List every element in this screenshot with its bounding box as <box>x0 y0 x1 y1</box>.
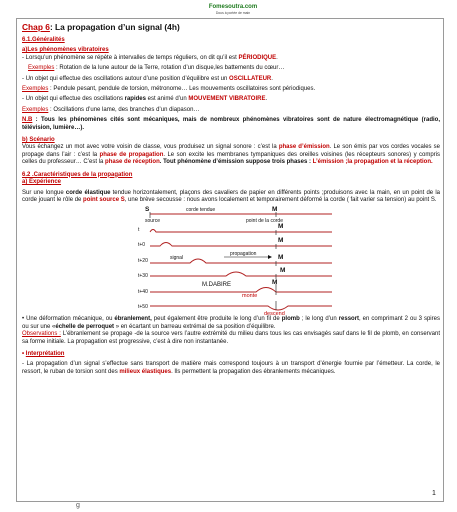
label-m-5: M <box>272 279 278 287</box>
label-m-1: M <box>278 223 284 231</box>
examples-2: Exemples : Pendule pesant, pendule de torsion, métronome… Les mouvements oscillatoires sont périodiques. <box>22 86 316 93</box>
label-corde-tendue: corde tendue <box>186 207 216 214</box>
label-s: S <box>145 206 150 214</box>
time-t4: t+40 <box>138 289 148 296</box>
observations-label: Observations : <box>22 331 61 338</box>
rope-4 <box>150 272 332 276</box>
label-monte: monte <box>242 293 258 300</box>
para-experience: Sur une longue corde élastique tendue horizontalement, plaçons des cavaliers de papier en différents points ;produisons avec la main, en un point de la corde jouant le rôle de point source S, une brève secousse : nous avons localement et temporairement déformé la corde ( fait varier sa tension) au point S. <box>22 189 440 203</box>
label-signal: signal <box>170 255 184 262</box>
time-t1: t+0 <box>138 242 146 249</box>
examples-1: Exemples : Rotation de la lune autour de la Terre, rotation d’un disque,les battements du cœur… <box>28 65 285 72</box>
para-periodic: - Lorsqu’un phénomène se répète à intervalles de temps réguliers, on dit qu’il est PÉRIODIQUE. <box>22 54 278 61</box>
rope-6 <box>150 306 332 310</box>
label-author: M.DABIRE <box>202 282 232 289</box>
label-m-top: M <box>272 206 278 214</box>
rope-5 <box>150 288 332 293</box>
subheading-scenario: b) Scénario <box>22 137 55 144</box>
chapter-title-text: : La propagation d’un signal (4h) <box>49 22 180 32</box>
propagation-diagram <box>22 204 440 316</box>
label-descend: descend <box>264 311 285 318</box>
nb-label: N.B <box>22 117 33 124</box>
section-heading-6-2: 6.2 .Caractéristiques de la propagation <box>22 171 133 178</box>
chapter-number: Chap 6 <box>22 22 50 32</box>
label-source: source <box>145 218 161 225</box>
para-observations: Observations : L’ébranlement se propage -de la source vers l’autre extrémité du milieu dans tous les cas envisagés sauf dans le fil de plomb, en conservant sa forme initiale. La propagation est progressive, c’est à dire non instantanée. <box>22 331 440 345</box>
time-t3: t+30 <box>138 273 148 280</box>
label-propagation: propagation <box>230 251 257 258</box>
rope-2 <box>150 243 332 247</box>
document-content <box>22 22 440 376</box>
para-deformation: • Une déformation mécanique, ou ébranlement, peut également être produite le long d’un fil de plomb ; le long d’un ressort, en comprimant 2 ou 3 spires ou sur une «échelle de perroquet » en écartant un barreau extrémal de sa position d’équilibre. <box>22 316 440 330</box>
time-t5: t+50 <box>138 304 148 311</box>
section-heading-6-1: 6.1.Généralités <box>22 37 65 43</box>
time-t2: t+20 <box>138 258 148 265</box>
label-point: point de la corde <box>246 218 283 225</box>
subheading-experience: a) Expérience <box>22 179 62 186</box>
para-scenario: Vous échangez un mot avec votre voisin de classe, vous produisez un signal sonore : c’est la phase d’émission. Le son émis par vos cordes vocales se propage dans l’air : c’est la phase de propagation. Le son excite les membranes tympaniques des oreilles voisines (les récepteurs sonores) y compris celles du professeur… C’est la phase de réception. Tout phénomène d’émission suppose trois phases : L’émission ;la propagation et la réception. <box>22 144 440 166</box>
heading-interpretation: • Interprétation <box>22 350 65 357</box>
label-m-2: M <box>278 237 284 245</box>
rope-1 <box>150 230 332 233</box>
logo-tagline: Dous à portée de main <box>215 11 251 15</box>
time-t: t <box>138 227 140 234</box>
subheading-vibratory: a)Les phénomènes vibratoires <box>22 47 109 54</box>
para-oscillator: - Un objet qui effectue des oscillations autour d’une position d’équilibre est un OSCILLATEUR. <box>22 75 273 82</box>
para-vibratory: - Un objet qui effectue des oscillations rapides est animé d’un MOUVEMENT VIBRATOIRE. <box>22 96 268 103</box>
arrow-head <box>268 255 272 259</box>
logo-name: Fomesoutra.com <box>208 4 258 10</box>
label-m-3: M <box>278 254 284 262</box>
chapter-title <box>22 22 440 32</box>
examples-3: Exemples : Oscillations d’une lame, des branches d’un diapason… <box>22 106 200 113</box>
site-logo <box>203 4 263 16</box>
para-interpretation: - La propagation d’un signal s’effectue sans transport de matière mais correspond toujours à un transport d’énergie fournie par l’émetteur. La corde, le ressort, le ruban de torsion sont des milieux élastiques. Ils permettent la propagation des ébranlements mécaniques. <box>22 361 440 375</box>
label-m-4: M <box>280 267 286 275</box>
examples-label: Exemples <box>28 65 55 72</box>
note-nb: N.B : Tous les phénomènes cités sont mécaniques, mais de nombreux phénomènes vibratoires sont de nature électromagnétique (radio, télévision, lumière…). <box>22 117 440 131</box>
footer-mark: g <box>76 502 80 509</box>
page-number: 1 <box>432 490 436 497</box>
